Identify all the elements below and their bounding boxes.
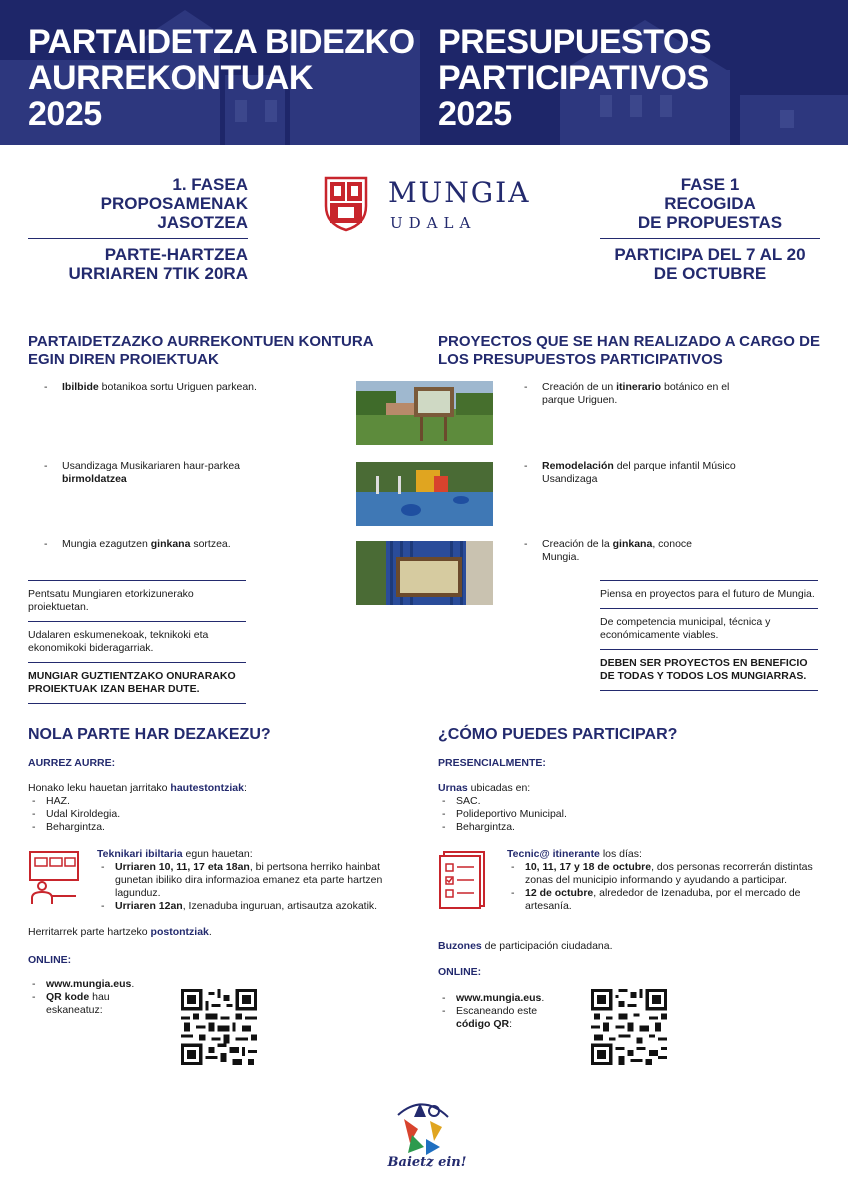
phase-spanish xyxy=(600,175,820,283)
technician-date-2: - 12 de octubre, alrededor de Izenaduba, por el mercado de artesanía. xyxy=(507,887,817,913)
qr-code-basque[interactable] xyxy=(181,989,257,1065)
project-item-basque-2: - Usandizaga Musikariaren haur-parkea birmoldatzea xyxy=(44,460,241,485)
project-item-basque-1: - Ibilbide botanikoa sortu Uriguen parkean. xyxy=(44,381,257,393)
in-person-label-spanish: PRESENCIALMENTE: xyxy=(438,757,546,769)
requirement-item: MUNGIAR GUZTIENTZAKO ONURARAKO PROIEKTUAK IZAN BEHAR DUTE. xyxy=(28,662,246,704)
technician-basque: Teknikari ibiltaria egun hauetan: - Urriaren 10, 11, 17 eta 18an, bi pertsona herriko hainbat gunetan ibiliko dira informazioa emanez eta parte hartzen lagunduz. - Urriaren 12an, Izenaduba inguruan, artisautza azokatik. xyxy=(97,848,417,913)
technician-date-1: - 10, 11, 17 y 18 de octubre, dos personas recorrerán distintas zonas del municipio informando y ayudando a participar. xyxy=(507,861,817,887)
urns-basque: Honako leku hauetan jarritako hautestontziak: - HAZ. - Udal Kiroldegia. - Behargintza. xyxy=(28,782,388,834)
project-item-spanish-3: - Creación de la ginkana, conoce Mungia. xyxy=(524,538,693,563)
website-link[interactable]: www.mungia.eus xyxy=(456,992,542,1004)
requirement-item: Udalaren eskumenekoak, teknikoki eta ekonomikoki bideragarriak. xyxy=(28,621,246,662)
requirements-basque xyxy=(28,580,246,704)
title-spanish: PRESUPUESTOS PARTICIPATIVOS 2025 xyxy=(438,23,712,133)
photo-ginkana-panel xyxy=(356,541,493,605)
header-banner xyxy=(0,0,848,145)
divider xyxy=(28,238,248,239)
phase-spanish-dates: PARTICIPA DEL 7 AL 20 DE OCTUBRE xyxy=(614,245,806,283)
requirement-item: DEBEN SER PROYECTOS EN BENEFICIO DE TODAS Y TODOS LOS MUNGIARRAS. xyxy=(600,649,818,691)
project-item-spanish-2: - Remodelación del parque infantil Músico Usandizaga xyxy=(524,460,736,485)
online-spanish: - www.mungia.eus. - Escaneando este código QR: xyxy=(438,992,568,1031)
places-list-basque: - HAZ. - Udal Kiroldegia. - Behargintza. xyxy=(28,795,388,834)
projects-heading-spanish: PROYECTOS QUE SE HAN REALIZADO A CARGO DE LOS PRESUPUESTOS PARTICIPATIVOS xyxy=(438,333,820,368)
phase-basque-dates: PARTE-HARTZEA URRIAREN 7TIK 20RA xyxy=(68,245,248,283)
project-item-basque-3: - Mungia ezagutzen ginkana sortzea. xyxy=(44,538,231,550)
urns-spanish: Urnas ubicadas en: - SAC. - Polideportivo Municipal. - Behargintza. xyxy=(438,782,798,834)
phase-basque xyxy=(28,175,248,283)
how-heading-basque: NOLA PARTE HAR DEZAKEZU? xyxy=(28,726,271,743)
requirement-item: De competencia municipal, técnica y económicamente viables. xyxy=(600,608,818,649)
qr-code-spanish[interactable] xyxy=(591,989,667,1065)
technician-date-1: - Urriaren 10, 11, 17 eta 18an, bi pertsona herriko hainbat gunetan ibiliko dira informazioa emanez eta parte hartzen lagunduz. xyxy=(97,861,417,900)
requirement-item: Pentsatu Mungiaren etorkizunerako proiektuetan. xyxy=(28,580,246,621)
technician-spanish: Tecnic@ itinerante los días: - 10, 11, 17 y 18 de octubre, dos personas recorrerán distintas zonas del municipio informando y ayudando a participar. - 12 de octubre, alrededor de Izenaduba, por el mercado de artesanía. xyxy=(507,848,817,913)
divider xyxy=(600,238,820,239)
coat-of-arms-icon xyxy=(324,176,368,232)
in-person-label-basque: AURREZ AURRE: xyxy=(28,757,116,769)
logo-subtitle: UDALA xyxy=(390,214,477,232)
photo-playground xyxy=(356,462,493,526)
technician-date-2: - Urriaren 12an, Izenaduba inguruan, artisautza azokatik. xyxy=(97,900,417,913)
how-heading-spanish: ¿CÓMO PUEDES PARTICIPAR? xyxy=(438,726,678,743)
technician-screen-icon xyxy=(28,850,80,906)
requirement-item: Piensa en proyectos para el futuro de Mungia. xyxy=(600,580,818,608)
online-basque: - www.mungia.eus. - QR kode hau eskaneatuz: xyxy=(28,978,148,1017)
website-link[interactable]: www.mungia.eus xyxy=(46,978,132,990)
online-label-spanish: ONLINE: xyxy=(438,966,482,978)
mailbox-spanish: Buzones de participación ciudadana. xyxy=(438,940,613,952)
phase-basque-heading: 1. FASEA PROPOSAMENAK JASOTZEA xyxy=(100,175,248,232)
title-basque: PARTAIDETZA BIDEZKO AURREKONTUAK 2025 xyxy=(28,23,415,133)
places-list-spanish: - SAC. - Polideportivo Municipal. - Behargintza. xyxy=(438,795,798,834)
project-item-spanish-1: - Creación de un itinerario botánico en el parque Uriguen. xyxy=(524,381,730,406)
photo-botanical-trail xyxy=(356,381,493,445)
logo-name: MUNGIA xyxy=(388,176,531,209)
checklist-icon xyxy=(438,850,486,910)
mungia-udala-logo xyxy=(324,174,534,236)
phase-spanish-heading: FASE 1 RECOGIDA DE PROPUESTAS xyxy=(637,175,783,232)
tagline: Baietz ein! xyxy=(387,1155,467,1170)
mailbox-basque: Herritarrek parte hartzeko postontziak. xyxy=(28,926,212,938)
online-label-basque: ONLINE: xyxy=(28,954,72,966)
projects-heading-basque: PARTAIDETZAZKO AURREKONTUEN KONTURA EGIN DIREN PROIEKTUAK xyxy=(28,333,373,368)
requirements-spanish xyxy=(600,580,818,691)
